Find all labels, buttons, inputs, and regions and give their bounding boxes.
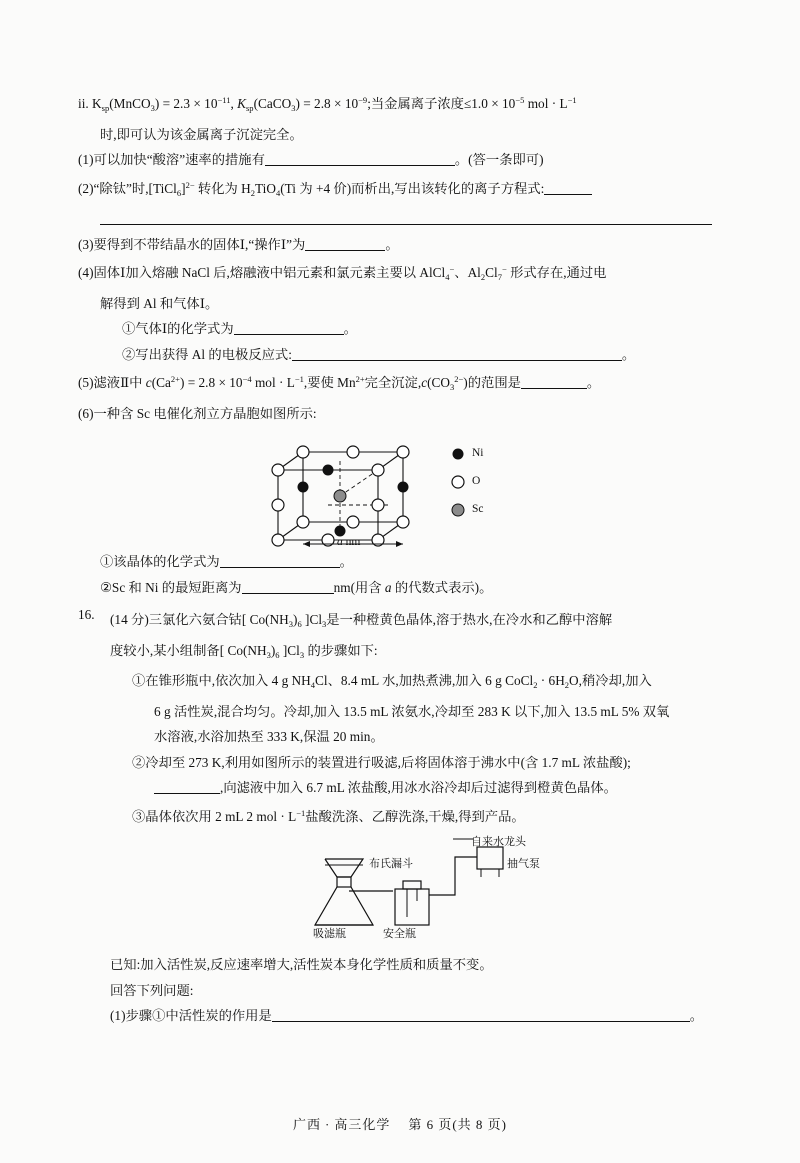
q4-sub1-text-b: 。	[343, 321, 357, 336]
question-5	[78, 367, 728, 401]
legend-label-ni: Ni	[472, 447, 484, 459]
q16-step-2-line2	[154, 775, 728, 801]
ksp-sub-sp-1: sp	[101, 103, 110, 113]
q2-answer-blank[interactable]	[544, 180, 592, 195]
footer-region: 广西	[292, 1117, 321, 1132]
q3-no: (3)	[78, 236, 94, 252]
ksp-mnco3: (MnCO$_3$) = $2.3 \times 10^{-11}$, $K_{sp}(CaCO_3) = 2.8 \times 10^{-9}$;当金属离子浓度$\le 1.0 \times 10^{-5}$ mol · $L^{-1}$	[109, 95, 577, 113]
q16-step-3	[132, 801, 728, 830]
q4-text: 固体Ⅰ加入熔融 NaCl 后,熔融液中铝元素和氯元素主要以 AlCl$_4$−、$Al_2Cl_7^-$ 形式存在,通过电	[93, 264, 607, 282]
question-2-blank-line	[100, 206, 728, 232]
q16-step2-blank[interactable]	[154, 779, 220, 794]
q16-stem-text-2: 度较小,某小组制备[ $Co(NH_3)_6$ ]$Cl_3$ 的步骤如下:	[110, 642, 378, 660]
q6-sub1-text-b: 。	[339, 554, 353, 569]
q6-sub1-text-a: 该晶体的化学式为	[113, 554, 220, 569]
q2-answer-blank-2[interactable]	[100, 210, 712, 225]
crystal-cell-figure	[258, 432, 588, 547]
q16-step-1-line2: 6 g 活性炭,混合均匀。冷却,加入 13.5 mL 浓氨水,冷却至 283 K 以下,加入 13.5 mL 5% 双氧	[154, 703, 670, 719]
q16-q1-text-a: (1)步骤①中活性炭的作用是	[110, 1008, 272, 1023]
q16-question-1	[110, 1003, 728, 1029]
q6-text-a: 一种含 Sc 电催化剂立方晶胞如图所示:	[93, 405, 317, 421]
q16-step-1-line3: 水溶液,水浴加热至 333 K,保温 20 min。	[154, 729, 384, 744]
question-4-sub-2	[122, 342, 728, 368]
legend-label-sc: Sc	[472, 503, 484, 515]
q16-stem-line1	[110, 607, 728, 638]
q4-sub2-text-b: 。	[621, 346, 636, 362]
q4-sub1-text-a: 气体Ⅰ的化学式为	[135, 321, 234, 336]
question-6	[78, 401, 728, 427]
q6-sub2-text-a: Sc 和 Ni 的最短距离为	[111, 579, 242, 595]
q16-step3-no: ③	[132, 808, 146, 824]
question-2	[78, 173, 728, 207]
q5-no: (5)	[78, 375, 94, 390]
q6-sub2-blank[interactable]	[242, 579, 334, 594]
page-footer	[0, 1114, 800, 1133]
q1-text-a: 可以加快“酸溶”速率的措施有	[93, 152, 265, 167]
question-3	[78, 232, 728, 258]
label-safety-bottle: 安全瓶	[383, 928, 416, 940]
q6-sub2-no: ②	[100, 579, 112, 595]
q4-no: (4)	[78, 265, 94, 280]
ksp-line	[78, 88, 728, 122]
question-6-sub-1	[100, 549, 728, 575]
crystal-cell-svg	[258, 432, 588, 550]
footer-subject: 高三化学	[334, 1117, 391, 1132]
filtration-svg	[285, 833, 585, 938]
q16-step-1-line1	[132, 668, 728, 699]
q16-step2-text-b: ,向滤液中加入 6.7 mL 浓盐酸,用冰水浴冷却后过滤得到橙黄色晶体。	[220, 780, 617, 795]
q16-step1-text: 在锥形瓶中,依次加入 4 g $NH_4Cl$、8.4 mL 水,加热煮沸,加入 6 g CoCl$_2$ · $6H_2O$,稍冷却,加入	[145, 673, 652, 690]
q4-sub1-no: ①	[122, 321, 136, 336]
q16-known: 已知:加入活性炭,反应速率增大,活性炭本身化学性质和质量不变。	[110, 957, 493, 972]
q6-sub1-blank[interactable]	[220, 553, 340, 568]
q4-sub2-no: ②	[122, 346, 136, 362]
suction-filtration-figure	[285, 833, 585, 938]
q16-stem-text: 三氯化六氨合钴[ $Co(NH_3)_6$ ]$Cl_3$是一种橙黄色晶体,溶于热水,在冷水和乙醇中溶解	[148, 612, 613, 629]
question-16	[78, 607, 728, 1029]
label-water-tap: 自来水龙头	[471, 836, 526, 848]
q3-answer-blank[interactable]	[305, 236, 385, 251]
question-4-sub-1	[122, 316, 728, 342]
q4-sub2-text-a: 写出获得 Al 的电极反应式:	[135, 346, 292, 362]
q1-answer-blank[interactable]	[265, 151, 455, 166]
footer-page-number: 第 6 页(共 8 页)	[408, 1117, 508, 1132]
q6-no: (6)	[78, 405, 94, 421]
axis-label-a-nm	[337, 536, 360, 548]
q5-text-end: 。	[586, 375, 601, 390]
q16-score: (14 分)	[110, 612, 149, 627]
q6-sub2-text-b: nm(用含 a 的代数式表示)。	[333, 579, 493, 595]
label-air-pump: 抽气泵	[507, 858, 540, 870]
q2-no: (2)	[78, 180, 94, 196]
question-4-line2: 解得到 Al 和气体Ⅰ。	[100, 295, 219, 311]
q2-text: “除钛”时,[TiCl$_6$]$^{2-}$ 转化为 $H_2TiO_4(Ti$ 为 +4 价)而析出,写出该转化的离子方程式:	[93, 179, 545, 198]
question-4	[78, 257, 728, 291]
label-suction-flask: 吸滤瓶	[313, 928, 346, 940]
ksp-line-2: 时,即可认为该金属离子沉淀完全。	[100, 126, 303, 142]
q6-sub1-no: ①	[100, 554, 114, 569]
q16-stem-line2	[110, 638, 728, 669]
q4-sub1-blank[interactable]	[234, 320, 344, 335]
ksp-prefix: ii. K	[78, 96, 102, 111]
question-1	[78, 147, 728, 173]
q16-q1-text-b: 。	[689, 1008, 704, 1023]
q4-sub2-blank[interactable]	[292, 346, 622, 361]
q1-no: (1)	[78, 152, 94, 167]
q3-text-a: 要得到不带结晶水的固体Ⅰ,“操作Ⅰ”为	[93, 236, 306, 252]
legend-label-o: O	[472, 475, 481, 487]
page-content	[78, 88, 728, 1029]
axis-label-nm: nm	[342, 536, 361, 548]
question-6-sub-2	[100, 575, 728, 601]
q5-text: 滤液Ⅱ中 $c(Ca^{2+}) = 2.8 \times 10^{-4}$ mol · $L^{-1}$,要使 $Mn^{2+}$完全沉淀$,c(CO_3^{2-})$的范围是	[93, 374, 521, 392]
q16-step3-text: 晶体依次用 2 mL 2 mol · $L^{-1}$盐酸洗涤、乙醇洗涤,干燥,得到产品。	[145, 807, 525, 824]
q16-number: 16.	[78, 607, 95, 622]
q16-q1-blank[interactable]	[272, 1007, 690, 1022]
q5-answer-blank[interactable]	[521, 374, 587, 389]
q3-text-b: 。	[385, 236, 399, 252]
q16-step2-no: ②	[132, 754, 146, 770]
q1-text-b: 。(答一条即可)	[454, 152, 544, 167]
q16-step2-text: 冷却至 273 K,利用如图所示的装置进行吸滤,后将固体溶于沸水中(含 1.7 mL 浓盐酸);	[145, 754, 631, 770]
footer-sep-1: ·	[324, 1117, 331, 1132]
q16-answer-prompt: 回答下列问题:	[110, 982, 194, 998]
q16-step-2-line1	[132, 750, 728, 776]
label-buchner-funnel: 布氏漏斗	[369, 858, 413, 870]
q16-step1-no: ①	[132, 673, 146, 688]
axis-label-a: a	[337, 536, 343, 548]
